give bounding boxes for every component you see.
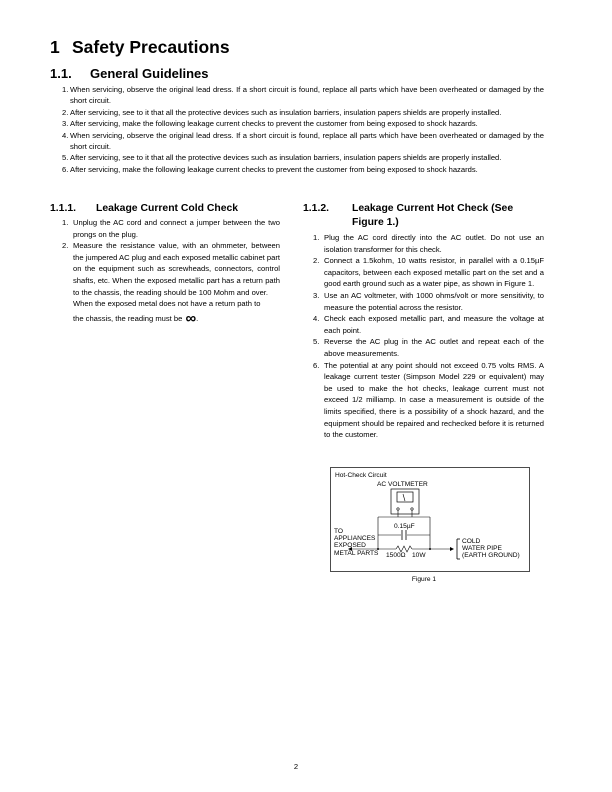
- guideline-item: [62, 118, 544, 129]
- item-number: 1.: [313, 233, 320, 242]
- item-text: After servicing, make the following leakage current checks to prevent the customer from being exposed to shock hazards.: [70, 164, 478, 174]
- item-text: After servicing, make the following leakage current checks to prevent the customer from being exposed to shock hazards.: [70, 119, 478, 129]
- left-label-exposed: EXPOSED: [334, 542, 366, 549]
- item-text: After servicing, see to it that all the protective devices such as insulation barriers, insulation papers shields are properly installed.: [70, 107, 502, 117]
- guideline-item: [62, 130, 544, 153]
- cold-check-note-line1: When the exposed metal does not have a return path to: [73, 299, 261, 309]
- page-number: 2: [293, 762, 299, 771]
- hot-check-title-line1: Leakage Current Hot Check (See: [352, 203, 514, 214]
- cold-check-heading: [50, 202, 290, 216]
- item-text: Check each exposed metallic part, and measure the voltage at each point.: [324, 314, 544, 335]
- arrow-right-icon: [450, 547, 454, 551]
- item-text: Plug the AC cord directly into the AC outlet. Do not use an isolation transformer for this check.: [324, 233, 544, 254]
- item-text: The potential at any point should not exceed 0.75 volts RMS. A leakage current tester (Simpson Model 229 or equivalent) may be used to make the hot checks, leakage current must not exceed 1/2 milliamp. In case a measurement is outside of the limits specified, there is a possibility of a shock hazard, and the equipment should be repaired and rechecked before it is returned to the customer.: [324, 360, 544, 440]
- cold-check-title: Leakage Current Cold Check: [96, 203, 239, 214]
- infinity-icon: ∞: [185, 309, 197, 327]
- hot-check-circuit-diagram: [330, 467, 530, 572]
- note-text: the chassis, the reading must be: [73, 313, 183, 323]
- voltmeter-icon: [391, 489, 419, 514]
- hot-check-item: [313, 290, 544, 313]
- hot-check-number: 1.1.2.: [303, 203, 329, 214]
- meter-label: AC VOLTMETER: [377, 481, 428, 488]
- right-label-water-pipe: WATER PIPE: [462, 545, 502, 552]
- item-number: 4.: [62, 130, 69, 140]
- capacitor-label: 0.15µF: [394, 523, 415, 530]
- item-text: Connect a 1.5kohm, 10 watts resistor, in parallel with a 0.15µF capacitors, between each exposed metallic part on the set and a good earth ground such as a water pipe, as shown in Figure 1.: [324, 256, 544, 289]
- cold-check-list: [62, 217, 280, 327]
- cold-check-item: [62, 217, 280, 240]
- section-heading: [50, 66, 209, 81]
- left-label-to: TO: [334, 528, 344, 535]
- right-label-cold: COLD: [462, 538, 481, 545]
- hot-check-list: [313, 232, 544, 441]
- cold-check-item: [62, 240, 280, 327]
- hot-check-heading: [303, 202, 548, 230]
- cold-check-note-line2: the chassis, the reading must be ∞.: [73, 309, 199, 327]
- guideline-item: [62, 84, 544, 107]
- hot-check-item: [313, 360, 544, 441]
- guideline-item: [62, 107, 544, 118]
- item-number: 6.: [62, 164, 69, 174]
- hot-check-item: [313, 336, 544, 359]
- section-title-text: General Guidelines: [90, 66, 209, 81]
- left-label-metal-parts: METAL PARTS: [334, 550, 379, 557]
- item-text: Unplug the AC cord and connect a jumper between the two prongs on the plug.: [73, 218, 280, 239]
- item-number: 3.: [62, 119, 69, 129]
- item-text: When servicing, observe the original lead dress. If a short circuit is found, replace all parts which have been overheated or damaged by the short circuit.: [70, 85, 544, 106]
- watt-label: 10W: [412, 552, 426, 559]
- item-number: 2.: [313, 256, 320, 266]
- figure-caption: Figure 1: [411, 576, 437, 583]
- guideline-item: [62, 152, 544, 163]
- item-text: Reverse the AC plug in the AC outlet and repeat each of the above measurements.: [324, 337, 544, 358]
- item-text: Measure the resistance value, with an ohmmeter, between the jumpered AC plug and each exposed metallic cabinet part on the equipment such as screwheads, connectors, control shafts, etc. When the exposed metallic part has a return path to the chassis, the reading should be 100 Mohm and over.: [73, 241, 280, 297]
- item-number: 1.: [62, 218, 69, 227]
- circuit-title: Hot-Check Circuit: [335, 472, 387, 479]
- hot-check-item: [313, 255, 544, 290]
- cold-check-number: 1.1.1.: [50, 203, 76, 214]
- hot-check-item: [313, 313, 544, 336]
- hot-check-heading-line1: [303, 202, 548, 216]
- item-number: 3.: [313, 290, 320, 300]
- chapter-title-text: Safety Precautions: [72, 37, 230, 57]
- item-number: 5.: [62, 153, 69, 163]
- guidelines-list: [62, 84, 544, 175]
- chapter-number: 1: [50, 37, 60, 57]
- section-number: 1.1.: [50, 66, 72, 81]
- item-text: When servicing, observe the original lead dress. If a short circuit is found, replace all parts which have been overheated or damaged by the short circuit.: [70, 130, 544, 152]
- chapter-title: [50, 37, 230, 58]
- right-label-earth-ground: (EARTH GROUND): [462, 552, 520, 559]
- item-text: Use an AC voltmeter, with 1000 ohms/volt or more sensitivity, to measure the potential across the resistor.: [324, 290, 544, 312]
- item-number: 2.: [62, 107, 69, 117]
- item-number: 4.: [313, 314, 320, 324]
- item-number: 1.: [62, 85, 69, 94]
- item-text: After servicing, see to it that all the protective devices such as insulation barriers, insulation papers shields are properly installed.: [70, 153, 502, 163]
- capacitor-icon: [402, 530, 406, 540]
- resistor-label: 1500Ω: [386, 552, 406, 559]
- left-label-appliances: APPLIANCES: [334, 535, 376, 542]
- item-number: 5.: [313, 337, 320, 347]
- guideline-item: [62, 164, 544, 175]
- hot-check-item: [313, 232, 544, 255]
- item-number: 6.: [313, 360, 320, 370]
- hot-check-title-line2: Figure 1.): [352, 217, 399, 228]
- item-number: 2.: [62, 241, 69, 251]
